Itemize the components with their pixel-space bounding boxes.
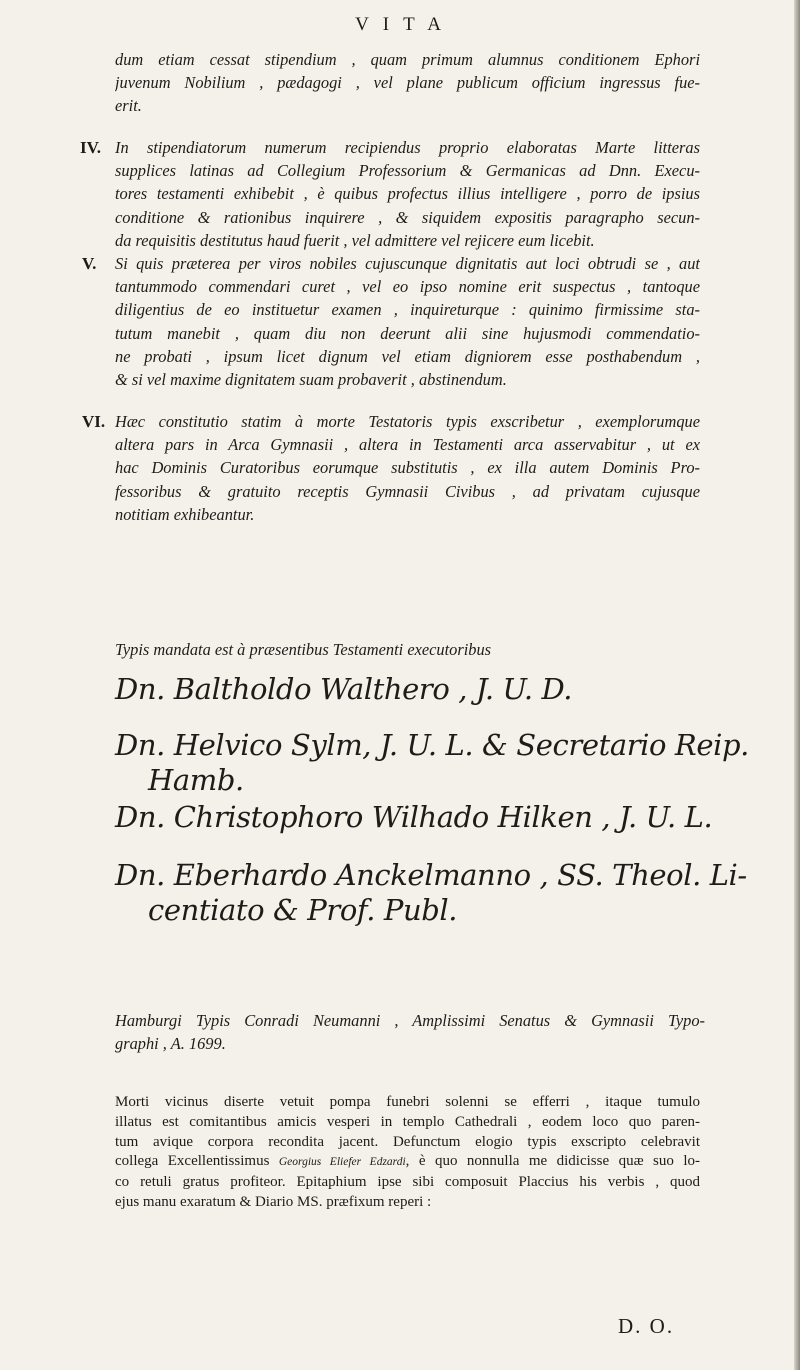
executors-intro: Typis mandata est à præsentibus Testamenti executoribus xyxy=(115,640,492,659)
section-line: Hæc constitutio statim à morte Testatoris typis exscribetur , exemplorumque xyxy=(115,412,700,431)
executor-name-line: Hamb. xyxy=(148,763,244,797)
running-header: VITA xyxy=(355,14,455,35)
section-line: tantummodo commendari curet , vel eo ipso nomine erit suspectus , tantoque xyxy=(115,277,700,297)
section-line: tutum manebit , quam diu non deerunt alii sine hujusmodi commendatio- xyxy=(115,323,700,343)
executor-name-line: Dn. Christophoro Wilhado Hilken , J. U. L. xyxy=(115,800,713,834)
section-line: diligentius de eo instituetur examen , inquireturque : quinimo firmissime sta- xyxy=(115,300,700,320)
executor-name-line: centiato & Prof. Publ. xyxy=(148,893,458,927)
section-line: supplices latinas ad Collegium Professorium & Germanicas ad Dnn. Execu- xyxy=(115,161,700,181)
section-line: Si quis præterea per viros nobiles cujuscunque dignitatis aut loci obtrudi se , aut xyxy=(115,254,700,273)
section-4-text xyxy=(115,136,700,252)
executor-entry xyxy=(115,800,715,835)
executor-entry xyxy=(115,672,715,707)
imprint-line: graphi , A. 1699. xyxy=(115,1034,226,1054)
executor-name-line: Dn. Helvico Sylm, J. U. L. & Secretario Reip. xyxy=(115,728,749,762)
executor-entry xyxy=(115,858,747,928)
section-line: hac Dominis Curatoribus eorumque substitutis , ex illa autem Dominis Pro- xyxy=(115,458,700,478)
section-6-text xyxy=(115,410,700,526)
opening-line: dum etiam cessat stipendium , quam primum alumnus conditionem Ephori xyxy=(115,50,700,69)
section-line: In stipendiatorum numerum recipiendus proprio elaboratas Marte litteras xyxy=(115,138,700,157)
section-5-text xyxy=(115,252,700,391)
closing-paragraph: Morti vicinus diserte vetuit pompa funebri solenni se efferri , itaque tumulo illatus est comitantibus amicis vesperi in templo Cathedrali , eodem loco quo paren- tum avique corpora recondita jacent. Defunctum elogio typis exscripto celebravit collega Excellentissimus Georgius Eliefer Edzardi, è quo nonnulla me didicisse quæ suo lo- co retuli gratus profiteor. Epitaphium ipse sibi composuit Placcius his verbis , quod ejus manu exaratum & Diario MS. præfixum reperi : xyxy=(115,1094,700,1210)
imprint xyxy=(115,1009,705,1055)
closing-line-4: collega Excellentissimus Georgius Eliefer Edzardi, è quo nonnulla me didicisse quæ suo lo- xyxy=(115,1153,700,1170)
opening-line: juvenum Nobilium , pædagogi , vel plane publicum officium ingressus fue- xyxy=(115,73,700,93)
section-numeral: VI. xyxy=(82,412,106,431)
executor-entry xyxy=(115,728,749,798)
catchword: D. O. xyxy=(618,1314,675,1338)
section-line: ne probati , ipsum licet dignum vel etiam digniorem esse posthabendum , xyxy=(115,346,700,366)
opening-line: erit. xyxy=(115,96,142,116)
section-numeral: IV. xyxy=(80,138,101,157)
section-line: da requisitis destitutus haud fuerit , vel admittere vel rejicere eum licebit. xyxy=(115,230,595,250)
cited-author: Georgius Eliefer Edzardi xyxy=(278,1156,406,1169)
section-line: tores testamenti exhibebit , è quibus profectus illius intelligere , porro de ipsius xyxy=(115,184,700,204)
section-line: conditione & rationibus inquirere , & siquidem expositis paragrapho secun- xyxy=(115,207,700,227)
executor-name-line: Dn. Eberhardo Anckelmanno , SS. Theol. Li- xyxy=(115,858,747,892)
section-line: fessoribus & gratuito receptis Gymnasii Civibus , ad privatam cujusque xyxy=(115,481,700,501)
executor-name-line: Dn. Baltholdo Walthero , J. U. D. xyxy=(115,672,573,706)
section-line: altera pars in Arca Gymnasii , altera in Testamenti arca asservabitur , ut ex xyxy=(115,435,700,455)
page-edge xyxy=(794,0,800,1370)
section-line: notitiam exhibeantur. xyxy=(115,504,255,524)
section-numeral: V. xyxy=(82,254,97,273)
opening-paragraph xyxy=(115,48,700,118)
section-line: & si vel maxime dignitatem suam probaverit , abstinendum. xyxy=(115,370,507,390)
imprint-line: Hamburgi Typis Conradi Neumanni , Amplissimi Senatus & Gymnasii Typo- xyxy=(115,1011,705,1030)
